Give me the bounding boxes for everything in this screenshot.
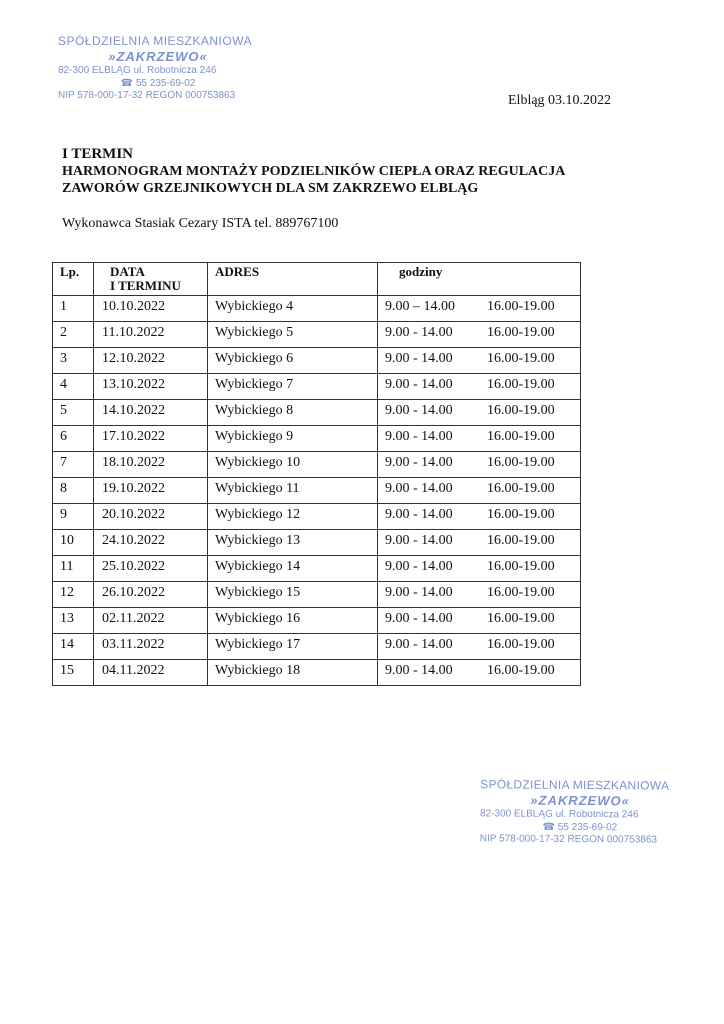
header-address: ADRES <box>208 263 378 296</box>
document-date: Elbląg 03.10.2022 <box>508 93 612 108</box>
cell-lp: 4 <box>53 374 94 400</box>
cell-lp: 15 <box>53 660 94 686</box>
cell-address: Wybickiego 15 <box>208 582 378 608</box>
table-row <box>53 478 581 504</box>
cell-hours <box>378 322 581 348</box>
cell-lp: 7 <box>53 452 94 478</box>
table-row <box>53 426 581 452</box>
table-row <box>53 582 581 608</box>
stamp-ids: NIP 578-000-17-32 REGON 000753863 <box>58 90 236 102</box>
hours-afternoon: 16.00-19.00 <box>487 637 555 652</box>
cell-hours <box>378 556 581 582</box>
hours-afternoon: 16.00-19.00 <box>487 455 555 470</box>
table-row <box>53 374 581 400</box>
cell-hours <box>378 374 581 400</box>
hours-morning: 9.00 - 14.00 <box>385 637 453 652</box>
hours-morning: 9.00 - 14.00 <box>385 481 453 496</box>
cell-address: Wybickiego 6 <box>208 348 378 374</box>
cell-address: Wybickiego 16 <box>208 608 378 634</box>
cell-address: Wybickiego 10 <box>208 452 378 478</box>
table-row <box>53 556 581 582</box>
stamp-name: SPÓŁDZIELNIA MIESZKANIOWA <box>58 34 253 48</box>
cell-address: Wybickiego 5 <box>208 322 378 348</box>
hours-afternoon: 16.00-19.00 <box>487 611 555 626</box>
hours-afternoon: 16.00-19.00 <box>487 403 555 418</box>
cell-hours <box>378 530 581 556</box>
hours-afternoon: 16.00-19.00 <box>487 377 555 392</box>
header-hours-label: godziny <box>399 264 443 279</box>
cell-lp: 8 <box>53 478 94 504</box>
title-line-2: ZAWORÓW GRZEJNIKOWYCH DLA SM ZAKRZEWO ELBLĄG <box>62 181 479 196</box>
table-row <box>53 400 581 426</box>
cell-lp: 12 <box>53 582 94 608</box>
table-row <box>53 660 581 686</box>
cell-hours <box>378 426 581 452</box>
cell-address: Wybickiego 8 <box>208 400 378 426</box>
cell-address: Wybickiego 11 <box>208 478 378 504</box>
cell-date: 24.10.2022 <box>94 530 208 556</box>
table-row <box>53 296 581 322</box>
cell-lp: 10 <box>53 530 94 556</box>
cell-lp: 6 <box>53 426 94 452</box>
cell-lp: 13 <box>53 608 94 634</box>
document-heading <box>62 146 565 197</box>
hours-morning: 9.00 - 14.00 <box>385 585 453 600</box>
stamp-phone: ☎ 55 235-69-02 <box>120 77 196 89</box>
cell-hours <box>378 608 581 634</box>
hours-afternoon: 16.00-19.00 <box>487 299 555 314</box>
header-date-line2: I TERMINU <box>110 278 181 293</box>
cell-lp: 9 <box>53 504 94 530</box>
cell-lp: 3 <box>53 348 94 374</box>
header-date-line1: DATA <box>110 264 145 279</box>
hours-morning: 9.00 - 14.00 <box>385 325 453 340</box>
stamp-address: 82-300 ELBLĄG ul. Robotnicza 246 <box>479 808 639 821</box>
cell-hours <box>378 634 581 660</box>
cell-hours <box>378 348 581 374</box>
cell-address: Wybickiego 14 <box>208 556 378 582</box>
cell-address: Wybickiego 12 <box>208 504 378 530</box>
cell-hours <box>378 660 581 686</box>
cell-address: Wybickiego 17 <box>208 634 378 660</box>
hours-morning: 9.00 - 14.00 <box>385 663 453 678</box>
cell-hours <box>378 452 581 478</box>
cell-hours <box>378 400 581 426</box>
cell-address: Wybickiego 4 <box>208 296 378 322</box>
cell-date: 14.10.2022 <box>94 400 208 426</box>
hours-morning: 9.00 - 14.00 <box>385 403 453 418</box>
cell-lp: 2 <box>53 322 94 348</box>
hours-morning: 9.00 - 14.00 <box>385 559 453 574</box>
hours-morning: 9.00 - 14.00 <box>385 533 453 548</box>
hours-afternoon: 16.00-19.00 <box>487 351 555 366</box>
cell-date: 11.10.2022 <box>94 322 208 348</box>
cell-hours <box>378 478 581 504</box>
hours-afternoon: 16.00-19.00 <box>487 429 555 444</box>
hours-afternoon: 16.00-19.00 <box>487 533 555 548</box>
cell-date: 17.10.2022 <box>94 426 208 452</box>
cell-date: 02.11.2022 <box>94 608 208 634</box>
cell-date: 18.10.2022 <box>94 452 208 478</box>
hours-afternoon: 16.00-19.00 <box>487 507 555 522</box>
stamp-name: SPÓŁDZIELNIA MIESZKANIOWA <box>480 777 670 793</box>
cell-date: 04.11.2022 <box>94 660 208 686</box>
cell-date: 03.11.2022 <box>94 634 208 660</box>
header-lp: Lp. <box>53 263 94 296</box>
table-row <box>53 504 581 530</box>
cell-address: Wybickiego 13 <box>208 530 378 556</box>
term-label: I TERMIN <box>62 146 133 162</box>
table-row <box>53 634 581 660</box>
cell-date: 20.10.2022 <box>94 504 208 530</box>
cell-date: 25.10.2022 <box>94 556 208 582</box>
hours-morning: 9.00 - 14.00 <box>385 377 453 392</box>
contractor-info: Wykonawca Stasiak Cezary ISTA tel. 889767100 <box>62 216 339 231</box>
cell-date: 12.10.2022 <box>94 348 208 374</box>
cell-lp: 11 <box>53 556 94 582</box>
cell-hours <box>378 582 581 608</box>
cell-hours <box>378 504 581 530</box>
hours-morning: 9.00 - 14.00 <box>385 455 453 470</box>
header-date <box>94 263 208 296</box>
cell-lp: 5 <box>53 400 94 426</box>
cell-address: Wybickiego 7 <box>208 374 378 400</box>
stamp-brand: »ZAKRZEWO« <box>108 49 208 64</box>
cell-date: 26.10.2022 <box>94 582 208 608</box>
table-row <box>53 452 581 478</box>
cell-lp: 14 <box>53 634 94 660</box>
cell-lp: 1 <box>53 296 94 322</box>
title-line-1: HARMONOGRAM MONTAŻY PODZIELNIKÓW CIEPŁA ORAZ REGULACJA <box>62 164 566 179</box>
cell-hours <box>378 296 581 322</box>
hours-morning: 9.00 - 14.00 <box>385 611 453 626</box>
cell-date: 13.10.2022 <box>94 374 208 400</box>
cell-address: Wybickiego 9 <box>208 426 378 452</box>
table-row <box>53 530 581 556</box>
header-hours <box>378 263 581 296</box>
cooperative-stamp-top <box>58 34 258 103</box>
table-header-row <box>53 263 581 296</box>
hours-afternoon: 16.00-19.00 <box>487 559 555 574</box>
cell-date: 10.10.2022 <box>94 296 208 322</box>
stamp-phone: ☎ 55 235-69-02 <box>542 821 618 834</box>
hours-afternoon: 16.00-19.00 <box>487 585 555 600</box>
table-row <box>53 322 581 348</box>
stamp-brand: »ZAKRZEWO« <box>530 792 630 809</box>
hours-morning: 9.00 - 14.00 <box>385 429 453 444</box>
table-row <box>53 608 581 634</box>
cell-address: Wybickiego 18 <box>208 660 378 686</box>
table-row <box>53 348 581 374</box>
stamp-ids: NIP 578-000-17-32 REGON 000753863 <box>479 833 658 846</box>
hours-afternoon: 16.00-19.00 <box>487 481 555 496</box>
cell-date: 19.10.2022 <box>94 478 208 504</box>
hours-afternoon: 16.00-19.00 <box>487 663 555 678</box>
hours-afternoon: 16.00-19.00 <box>487 325 555 340</box>
stamp-address: 82-300 ELBLĄG ul. Robotnicza 246 <box>58 65 217 77</box>
schedule-table <box>52 262 581 686</box>
hours-morning: 9.00 – 14.00 <box>385 299 455 314</box>
cooperative-stamp-bottom <box>480 777 680 847</box>
hours-morning: 9.00 - 14.00 <box>385 507 453 522</box>
hours-morning: 9.00 - 14.00 <box>385 351 453 366</box>
